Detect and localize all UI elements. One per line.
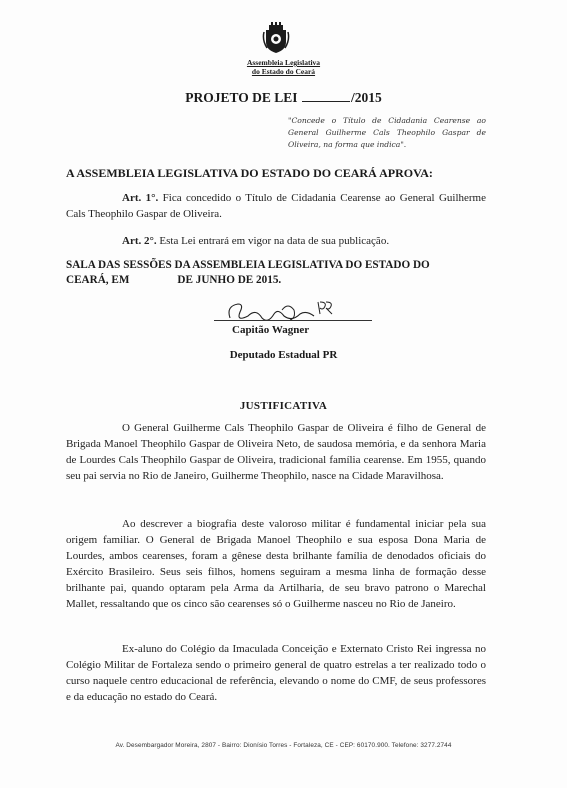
signature-role: Deputado Estadual PR [229,349,338,361]
title-suffix: /2015 [350,90,382,105]
signature-name: Capitão Wagner [232,324,310,336]
session-hall-date: DE JUNHO DE 2015. [177,274,282,286]
ementa: "Concede o Título de Cidadania Cearense ao General Guilherme Cals Theophilo Gaspar de Oliveira, na forma que indica". [288,116,486,149]
session-hall-line-2 [66,273,486,288]
article-2-text: Esta Lei entrará em vigor na data de sua publicação. [156,235,390,247]
justification-paragraph-2: Ao descrever a biografia deste valoroso militar é fundamental iniciar pela sua origem familiar. O General de Brigada Manoel Theophilo e sua esposa Dona Maria de Lourdes, ambos cearenses, foram a gênese desta brilhante família de denodados oficiais do Exército Brasileiro. Seus seis filhos, homens seguiram a mesma linha de formação desse brilhante pai, quando optaram pela Arma da Artilharia, de seu bravo patrono o Marechal Mallet, ressaltando que os cinco são cearenses só o Guilherme nasceu no Rio de Janeiro. [66,518,486,610]
article-1-text: Fica concedido o Título de Cidadania Cearense ao General Guilherme Cals Theophilo Gaspar de Oliveira. [66,192,486,220]
article-1 [66,190,486,222]
state-crest-icon [262,22,290,54]
document-title [0,90,567,106]
title-prefix: PROJETO DE LEI [185,90,298,105]
enacting-clause: A ASSEMBLEIA LEGISLATIVA DO ESTADO DO CEARÁ APROVA: [66,166,433,180]
justification-heading: JUSTIFICATIVA [239,400,328,412]
article-2-label: Art. 2°. [122,235,157,247]
footer-address: Av. Desembargador Moreira, 2807 - Bairro: Dionísio Torres - Fortaleza, CE - CEP: 60170.900. Telefone: 3277.2744 [115,742,452,749]
session-hall-clause [66,258,486,288]
session-hall-line-1: SALA DAS SESSÕES DA ASSEMBLEIA LEGISLATIVA DO ESTADO DO [66,259,430,271]
institution-line-1: Assembleia Legislativa [246,58,321,67]
signature-line [214,320,372,321]
session-hall-place: CEARÁ, EM [66,274,130,286]
institution-name [210,58,357,76]
article-2 [66,233,486,249]
justification-paragraph-1: O General Guilherme Cals Theophilo Gaspar de Oliveira é filho de General de Brigada Manoel Theophilo Gaspar de Oliveira Neto, de saudosa memória, e da senhora Maria de Lourdes Cals Theophilo Gaspar de Oliveira, tradicional família cearense. Em 1955, quando seu pai servia no Rio de Janeiro, Guilherme Theophilo, nasce na Cidade Maravilhosa. [66,422,486,482]
justification-paragraph-3: Ex-aluno do Colégio da Imaculada Conceição e Externato Cristo Rei ingressa no Colégio Militar de Fortaleza sendo o primeiro general de quatro estrelas a ter realizado todo o curso naquele centro educacional de referência, elevando o nome do CMF, de seus professores e da educação no estado do Ceará. [66,643,486,703]
title-number-blank [302,91,350,102]
article-1-label: Art. 1°. [122,192,159,204]
institution-line-2: do Estado do Ceará [251,67,316,76]
